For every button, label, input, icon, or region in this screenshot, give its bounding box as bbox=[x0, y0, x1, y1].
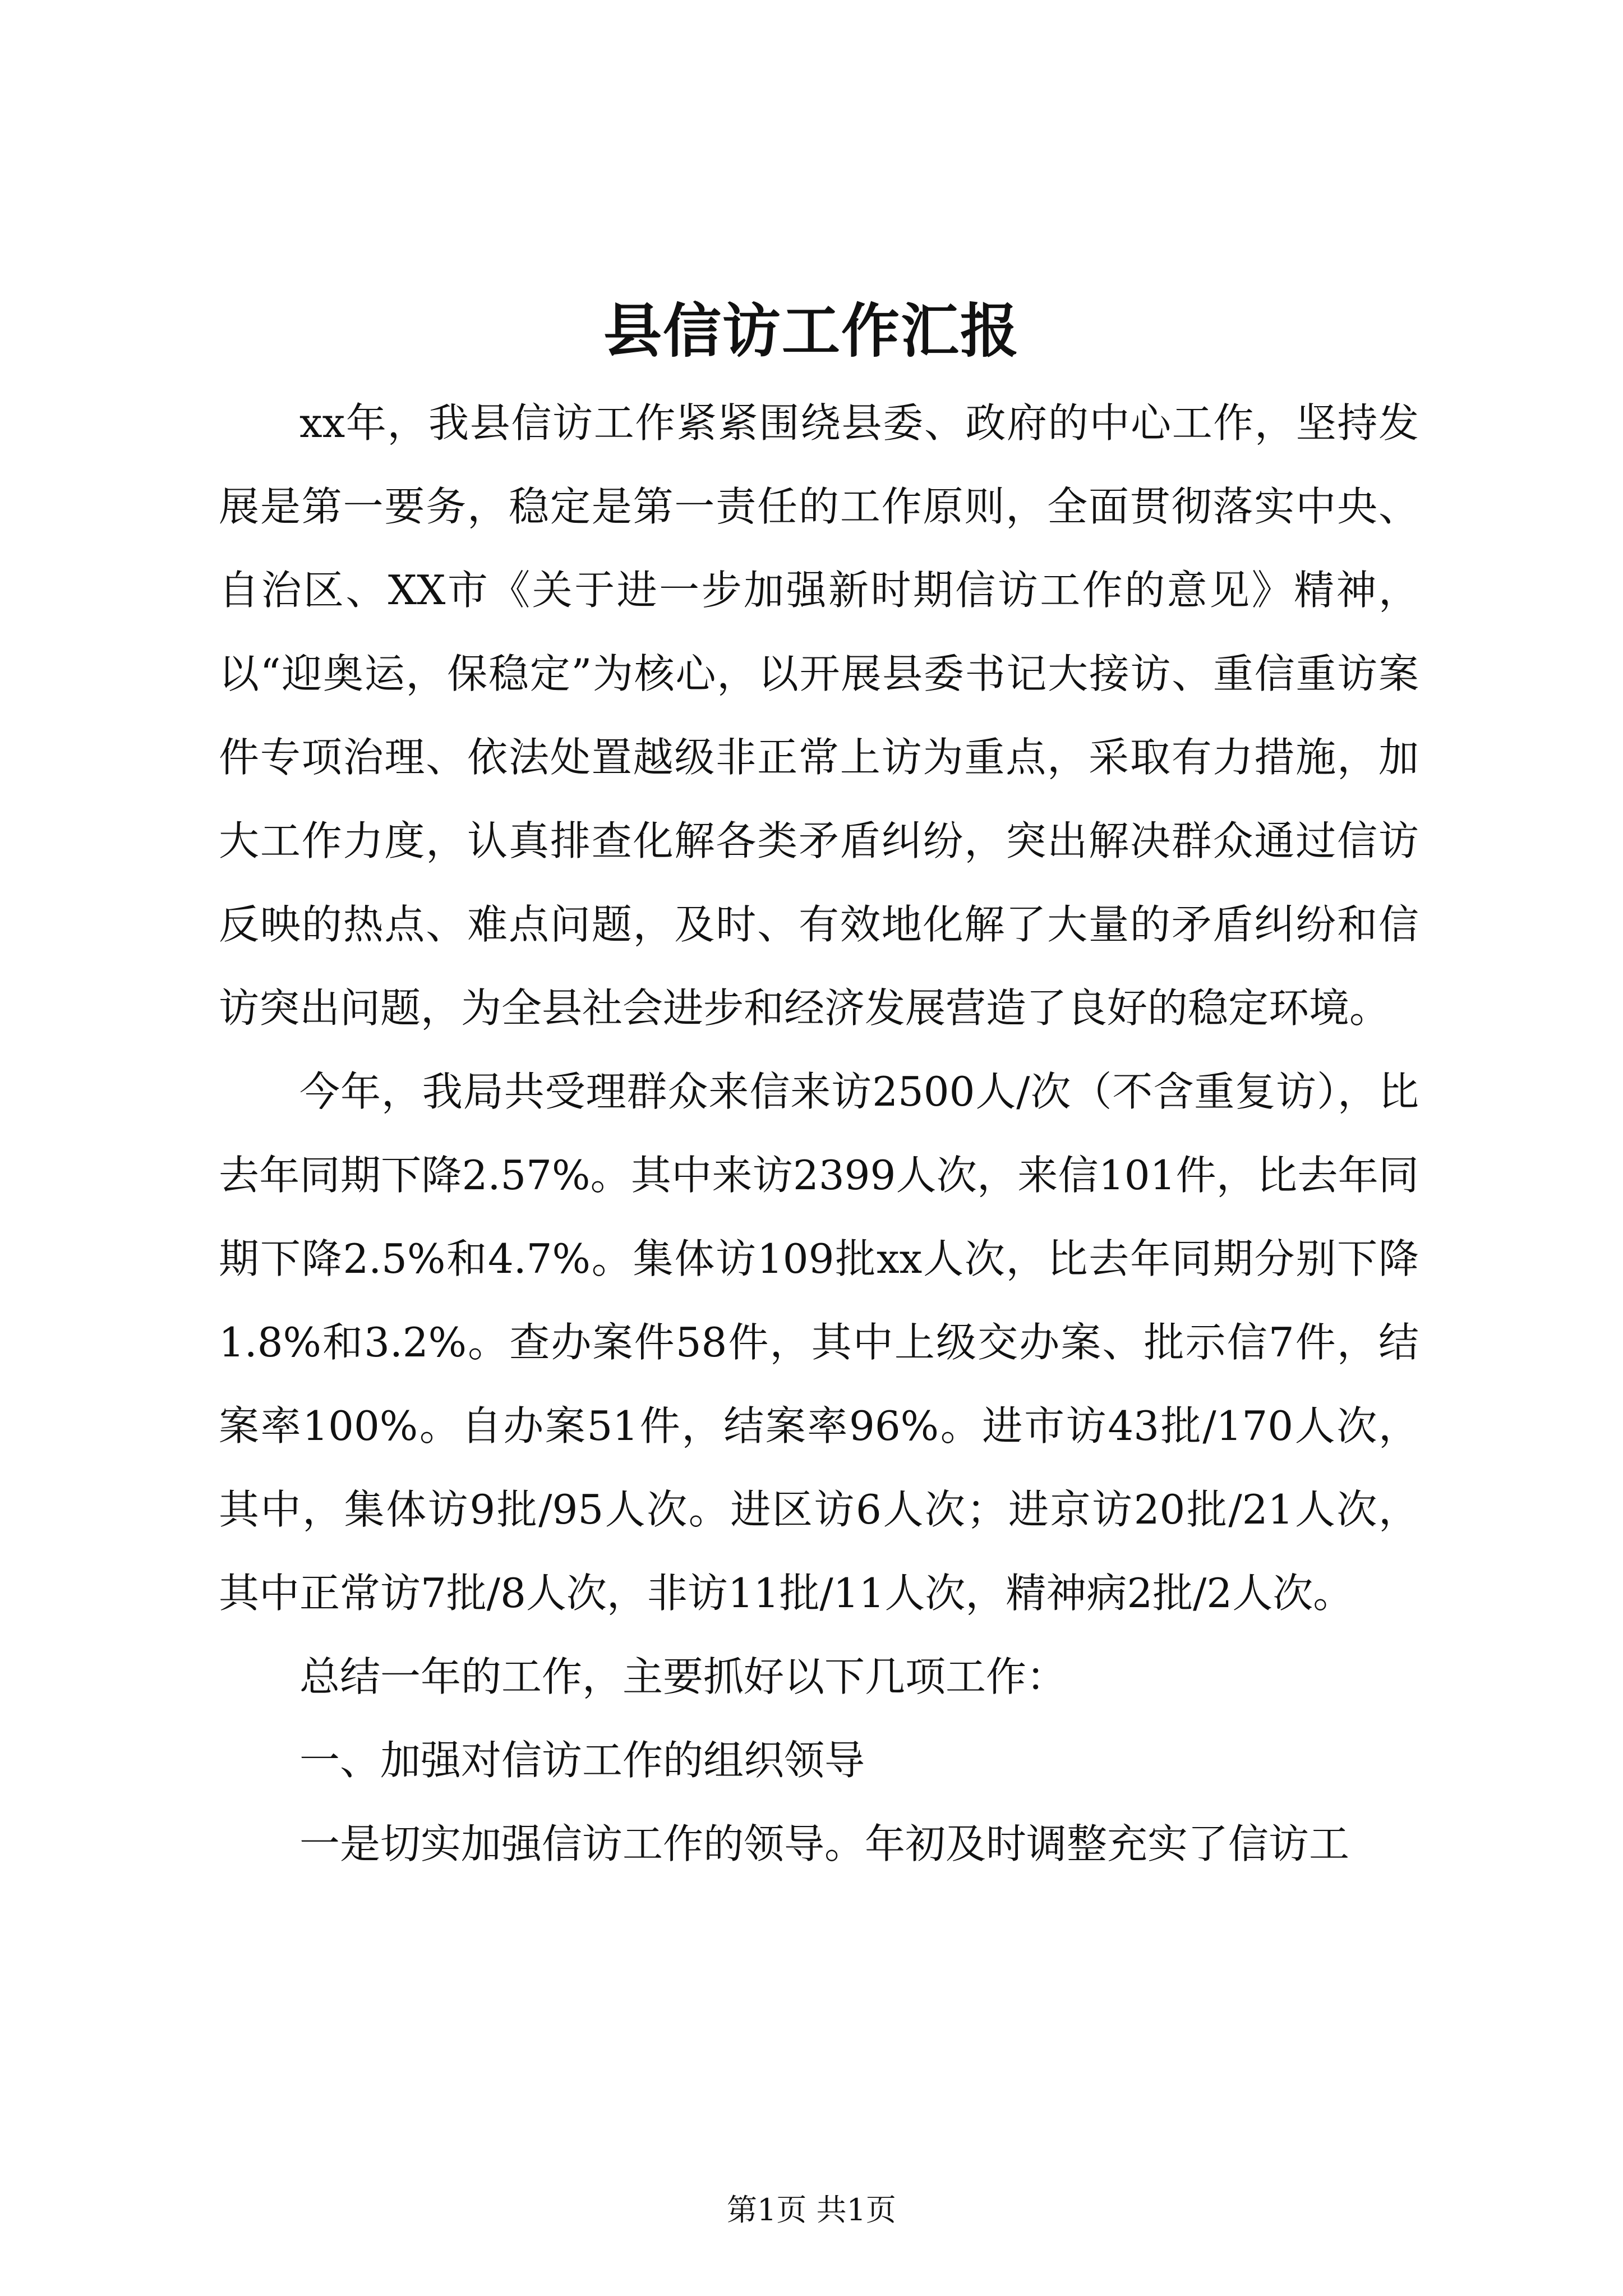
document-title: 县信访工作汇报 bbox=[603, 296, 1020, 365]
document-body bbox=[219, 381, 1419, 1886]
page-number-footer: 第1页 共1页 bbox=[727, 2192, 896, 2228]
paragraph-statistics: 今年，我局共受理群众来信来访2500人/次（不含重复访），比去年同期下降2.57%。其中来访2399人次，来信101件，比去年同期下降2.5%和4.7%。集体访109批xx人次，比去年同期分别下降1.8%和3.2%。查办案件58件，其中上级交办案、批示信7件，结案率100%。自办案51件，结案率96%。进市访43批/170人次，其中，集体访9批/95人次。进区访6人次；进京访20批/21人次，其中正常访7批/8人次，非访11批/11人次，精神病2批/2人次。 bbox=[219, 1068, 1419, 1617]
paragraph-section-1: 一是切实加强信访工作的领导。年初及时调整充实了信访工 bbox=[299, 1820, 1350, 1867]
paragraph-intro: xx年，我县信访工作紧紧围绕县委、政府的中心工作，坚持发展是第一要务，稳定是第一责任的工作原则，全面贯彻落实中央、自治区、XX市《关于进一步加强新时期信访工作的意见》精神，以“迎奥运，保稳定”为核心，以开展县委书记大接访、重信重访案件专项治理、依法处置越级非正常上访为重点，采取有力措施，加大工作力度，认真排查化解各类矛盾纠纷，突出解决群众通过信访反映的热点、难点问题，及时、有效地化解了大量的矛盾纠纷和信访突出问题，为全县社会进步和经济发展营造了良好的稳定环境。 bbox=[219, 399, 1419, 1032]
paragraph-summary: 总结一年的工作，主要抓好以下几项工作： bbox=[299, 1653, 1067, 1700]
section-heading-1: 一、加强对信访工作的组织领导 bbox=[299, 1737, 865, 1784]
